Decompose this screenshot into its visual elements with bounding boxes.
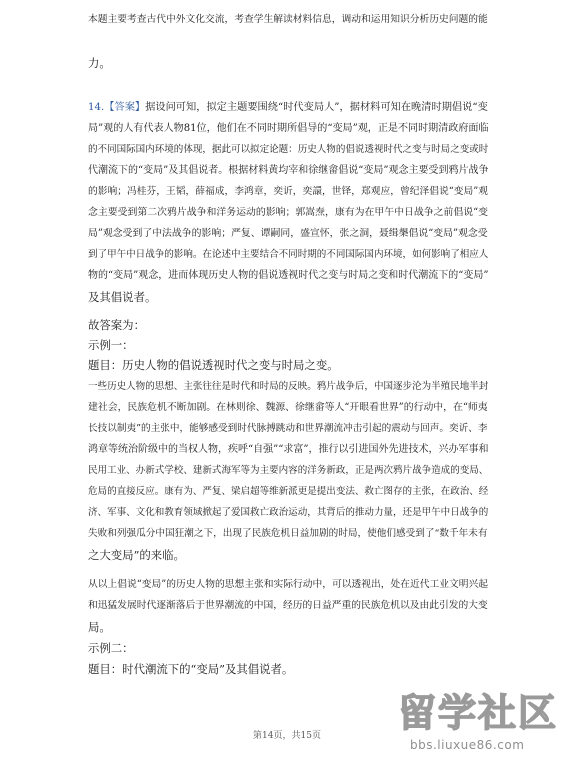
body-line: 失败和列强瓜分中国狂潮之下，出现了民族危机日益加剧的时局，使他们感受到了“数千年未有 bbox=[88, 528, 488, 539]
body-line: 题目：时代潮流下的“变局”及其倡说者。 bbox=[88, 662, 294, 676]
body-line: 示例一： bbox=[88, 338, 134, 352]
answer-line: 的影响；冯桂芬，王韬，薛福成，李鸿章，奕䜣，奕譞，世铎，郑观应，曾纪泽倡说“变局”观 bbox=[88, 186, 488, 197]
body-line: 建社会，民族危机不断加剧。在林则徐、魏源、徐继畲等人“开眼看世界”的行动中，在“师夷 bbox=[88, 402, 488, 413]
intro-line: 力。 bbox=[88, 56, 111, 70]
answer-line: 的不同国际国内环境的体现，据此可以拟定论题：历史人物的倡说透视时代之变与时局之变或时 bbox=[88, 144, 489, 155]
body-line: 长技以制夷”的主张中，能够感受到时代脉搏跳动和世界潮流冲击引起的震动与回声。奕䜣、李 bbox=[88, 423, 488, 434]
body-line: 民用工业、办新式学校、建新式海军等为主要内容的洋务新政，正是两次鸦片战争造成的变局、 bbox=[88, 465, 489, 476]
answer-line: 念主要受到第二次鸦片战争和洋务运动的影响；郭嵩焘，康有为在甲午中日战争之前倡说“变 bbox=[88, 207, 489, 218]
answer-line: 物的“变局”观念，进而体现历史人物的倡说透视时代之变与时局之变和时代潮流下的“变局” bbox=[88, 270, 489, 281]
body-line: 危局的直接反应。康有为、严复、梁启超等维新派更是提出变法、救亡图存的主张，在政治、经 bbox=[88, 486, 489, 497]
answer-line: 局”观的人有代表人物81位，他们在不同时期所倡导的“变局”观，正是不同时期清政府面临 bbox=[88, 123, 489, 134]
answer-line: 到了甲午中日战争的影响。在论述中主要结合不同时期的不同国际国内环境，如何影响了相应人 bbox=[88, 249, 489, 260]
body-line: 济、军事、文化和教育领域掀起了爱国救亡政治运动，其背后的推动力量，还是甲午中日战争的 bbox=[88, 507, 489, 518]
answer-number: 14.【答案】 bbox=[88, 102, 146, 113]
body-line: 从以上倡说“变局”的历史人物的思想主张和实际行动中，可以透视出，处在近代工业文明兴起 bbox=[88, 579, 488, 590]
answer-first-line bbox=[88, 101, 488, 115]
body-line: 一些历史人物的思想、主张往往是时代和时局的反映。鸦片战争后，中国逐步沦为半殖民地半封 bbox=[88, 381, 489, 392]
watermark-url: bbs.liuxue86.com bbox=[410, 738, 525, 752]
body-line: 局。 bbox=[88, 620, 111, 634]
body-line: 示例二： bbox=[88, 641, 134, 655]
answer-line: 局”观念受到了中法战争的影响；严复、谭嗣同，盛宣怀，张之洞，聂缉槼倡说“变局”观念受 bbox=[88, 228, 488, 239]
body-line: 故答案为： bbox=[88, 318, 145, 332]
page-number: 第14页，共15页 bbox=[253, 731, 321, 741]
body-line: 题目：历史人物的倡说透视时代之变与时局之变。 bbox=[88, 358, 339, 372]
watermark-logo bbox=[398, 690, 568, 758]
watermark-brand: 留学社区 bbox=[398, 691, 559, 735]
body-line: 鸿章等统治阶级中的当权人物，疾呼“自强”“求富”，推行以引进国外先进技术，兴办军事和 bbox=[88, 444, 489, 455]
answer-line: 代潮流下的“变局”及其倡说者。根据材料黄均宰和徐继畲倡说“变局”观念主要受到鸦片战争 bbox=[88, 165, 489, 176]
answer-line: 据设问可知，拟定主题要围绕“时代变局人”，据材料可知在晚清时期倡说“变 bbox=[145, 102, 488, 113]
intro-line: 本题主要考查古代中外文化交流，考查学生解读材料信息，调动和运用知识分析历史问题的能 bbox=[88, 14, 488, 25]
body-line: 之大变局”的来临。 bbox=[88, 548, 185, 562]
body-line: 和迅猛发展时代逐渐落后于世界潮流的中国，经历的日益严重的民族危机以及由此引发的大变 bbox=[88, 600, 488, 611]
answer-line: 及其倡说者。 bbox=[88, 290, 157, 304]
